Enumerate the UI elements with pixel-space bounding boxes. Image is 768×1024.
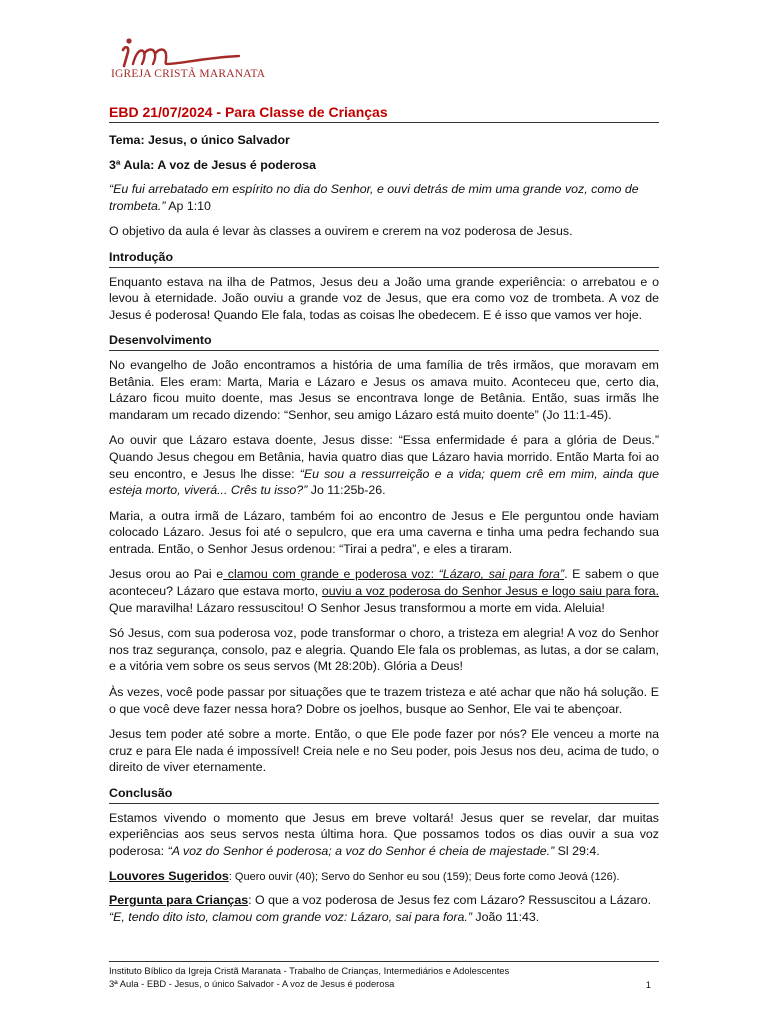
- desenvolvimento-paragraph-2: [109, 432, 659, 498]
- desenvolvimento-paragraph-1: No evangelho de João encontramos a história de uma família de três irmãos, que moravam em Betânia. Eles eram: Marta, Maria e Lázaro e Jesus os amava muito. Aconteceu que, certo dia, Lázaro ficou muito doente, mas Jesus se encontrava longe de Betânia. Então, suas irmãs lhe mandaram um recado dizendo: “Senhor, seu amigo Lázaro está muito doente” (Jo 11:1-45).: [109, 357, 659, 422]
- pergunta-text: : O que a voz poderosa de Jesus fez com Lázaro? Ressuscitou a Lázaro.: [248, 892, 652, 907]
- louvores-label: Louvores Sugeridos: [109, 869, 229, 884]
- underlined-part: clamou com grande e poderosa voz:: [223, 567, 439, 582]
- section-heading-conclusao: Conclusão: [109, 785, 659, 804]
- page-title: EBD 21/07/2024 - Para Classe de Crianças: [109, 104, 659, 123]
- paragraph-text: . E sabem o que aconteceu? Lázaro que estava morto,: [109, 567, 659, 599]
- verse-ref: Sl 29:4.: [554, 843, 600, 858]
- logo-text: IGREJA CRISTÃ MARANATA: [111, 68, 266, 80]
- verse-ref: Jo 11:25b-26.: [307, 483, 386, 498]
- lesson-content: [109, 132, 659, 934]
- pergunta-block: [109, 892, 659, 925]
- paragraph-text: Jesus orou ao Pai e: [109, 567, 224, 582]
- desenvolvimento-paragraph-5: Só Jesus, com sua poderosa voz, pode transformar o choro, a tristeza em alegria! A voz do Senhor nos traz segurança, consolo, paz e alegria. Quando Ele fala os problemas, as lutas, a dor se calam, e a vitória vem sobre os seus servos (Mt 28:20b). Glória a Deus!: [109, 626, 659, 674]
- paragraph-text: Estamos vivendo o momento que Jesus em breve voltará! Jesus quer se revelar, dar muitas experiências aos seus servos nesta última hora. Que possamos todos os dias ouvir a sua voz poderosa:: [109, 810, 659, 858]
- louvores-line: [109, 868, 659, 886]
- desenvolvimento-paragraph-4: [109, 566, 659, 616]
- maranata-logo-icon: [111, 36, 241, 70]
- page-footer: [109, 961, 659, 990]
- key-verse: [109, 181, 659, 214]
- paragraph-text: Ao ouvir que Lázaro estava doente, Jesus disse: “Essa enfermidade é para a glória de Deus.” Quando Jesus chegou em Betânia, havia quatro dias que Lázaro havia morrido. Então Marta foi ao seu encontro, e Jesus lhe disse:: [109, 433, 659, 481]
- underlined-text: [223, 567, 564, 581]
- church-logo: [109, 36, 279, 86]
- desenvolvimento-paragraph-6: Às vezes, você pode passar por situações que te trazem tristeza e até achar que não há solução. E o que você deve fazer nessa hora? Dobre os joelhos, busque ao Senhor, Ele vai te abençoar.: [109, 685, 659, 716]
- underlined-text: ouviu a voz poderosa do Senhor Jesus e logo saiu para fora.: [321, 584, 659, 599]
- quote-text: “A voz do Senhor é poderosa; a voz do Senhor é cheia de majestade.”: [167, 843, 555, 858]
- pergunta-label: Pergunta para Crianças: [109, 892, 249, 907]
- verse-ref: João 11:43.: [471, 909, 540, 924]
- section-heading-introducao: Introdução: [109, 249, 659, 268]
- footer-line-2: 3ª Aula - EBD - Jesus, o único Salvador - A voz de Jesus é poderosa: [109, 978, 395, 989]
- quote-text: “E, tendo dito isto, clamou com grande voz: Lázaro, sai para fora.”: [109, 909, 472, 924]
- paragraph-text: Que maravilha! Lázaro ressuscitou! O Senhor Jesus transformou a morte em vida. Aleluia!: [109, 600, 605, 615]
- introducao-paragraph: Enquanto estava na ilha de Patmos, Jesus deu a João uma grande experiência: o arrebatou e o levou à eternidade. João ouviu a grande voz de Jesus, que era como voz de trombeta. A voz de Jesus é poderosa! Quando Ele fala, todas as coisas lhe obedecem. E é isso que vamos ver hoje.: [109, 274, 659, 322]
- lesson-theme: Tema: Jesus, o único Salvador: [109, 133, 290, 147]
- footer-line-1: Instituto Bíblico da Igreja Cristã Maranata - Trabalho de Crianças, Intermediários e Adolescentes: [109, 965, 510, 976]
- key-verse-text: “Eu fui arrebatado em espírito no dia do Senhor, e ouvi detrás de mim uma grande voz, como de trombeta.”: [109, 182, 639, 213]
- louvores-text: : Quero ouvir (40); Servo do Senhor eu sou (159); Deus forte como Jeová (126).: [228, 871, 620, 884]
- quote-text: “Lázaro, sai para fora”: [438, 567, 565, 582]
- desenvolvimento-paragraph-7: Jesus tem poder até sobre a morte. Então, o que Ele pode fazer por nós? Ele venceu a morte na cruz e para Ele nada é impossível! Creia nele e no Seu poder, pois Jesus nos deu, acima de tudo, o direito de viver eternamente.: [109, 727, 659, 775]
- lesson-objective: O objetivo da aula é levar às classes a ouvirem e crerem na voz poderosa de Jesus.: [109, 224, 573, 239]
- key-verse-ref: Ap 1:10: [165, 198, 211, 213]
- conclusao-paragraph: [109, 810, 659, 860]
- quote-text: “Eu sou a ressurreição e a vida; quem crê em mim, ainda que esteja morto, viverá... Crês tu isso?”: [109, 466, 659, 498]
- desenvolvimento-paragraph-3: Maria, a outra irmã de Lázaro, também foi ao encontro de Jesus e Ele perguntou onde haviam colocado Lázaro. Jesus foi até o sepulcro, que era uma caverna e tinha uma pedra fechando sua entrada. Então, o Senhor Jesus ordenou: “Tirai a pedra”, e eles a tiraram.: [109, 508, 659, 556]
- page-number: 1: [645, 979, 651, 990]
- section-heading-desenvolvimento: Desenvolvimento: [109, 332, 659, 351]
- lesson-subtitle: 3ª Aula: A voz de Jesus é poderosa: [109, 157, 317, 172]
